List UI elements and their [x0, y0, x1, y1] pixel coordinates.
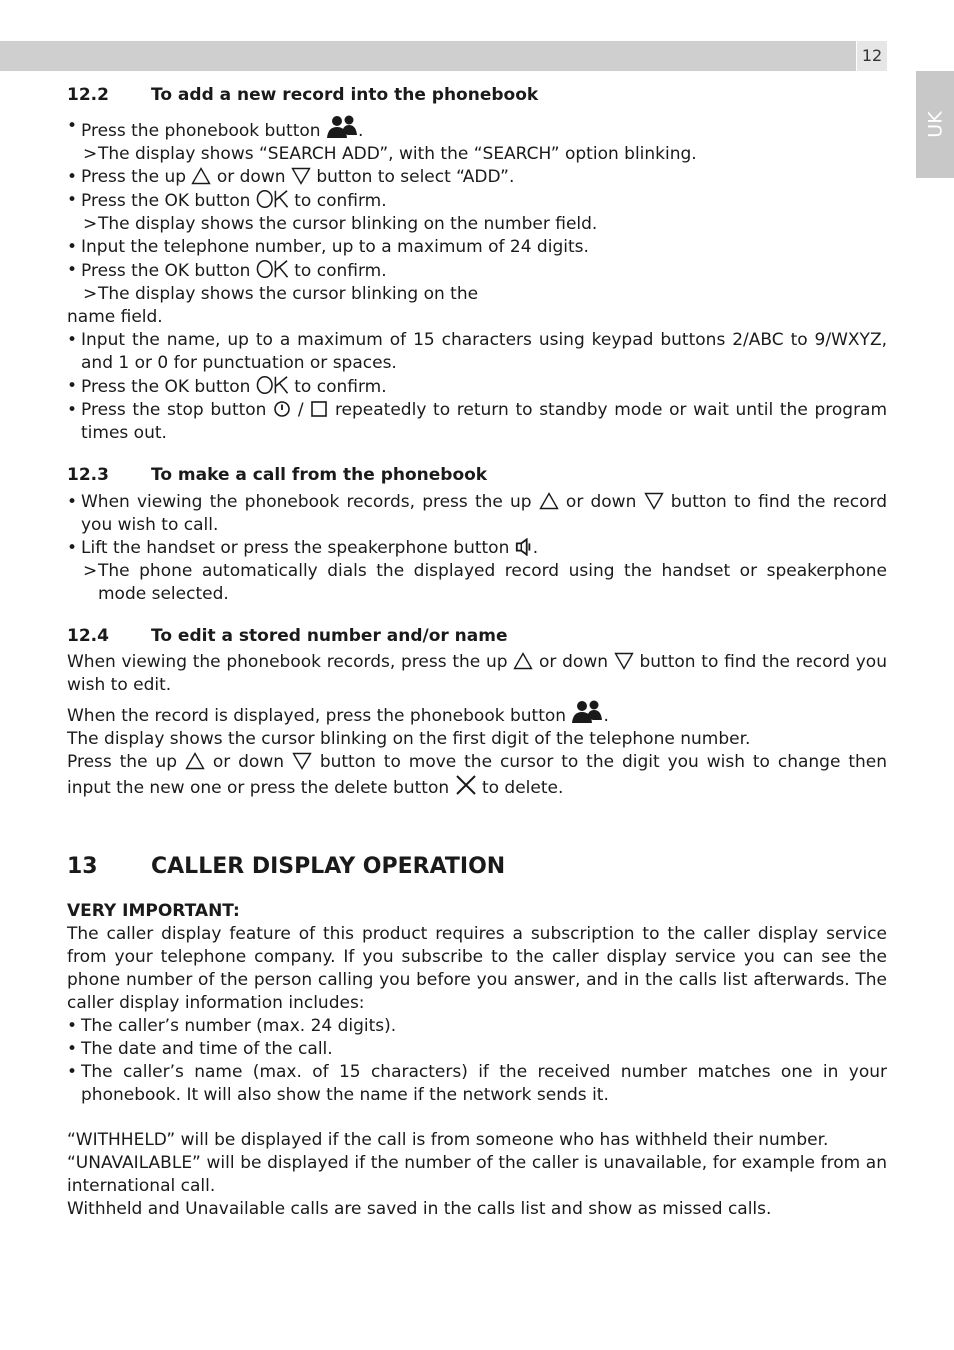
up-arrow-icon	[191, 167, 211, 185]
header-bar	[0, 41, 856, 71]
paragraph: “UNAVAILABLE” will be displayed if the number of the caller is unavailable, for example from an international call.	[67, 1153, 887, 1196]
paragraph: “WITHHELD” will be displayed if the call is from someone who has withheld their number.	[67, 1130, 829, 1150]
section-12-4-heading	[67, 625, 887, 648]
phonebook-icon	[571, 700, 603, 724]
result-line: > The phone automatically dials the displayed record using the handset or speakerphone mode selected.	[83, 561, 887, 604]
stop-square-icon	[310, 400, 328, 418]
important-label: VERY IMPORTANT:	[67, 901, 240, 921]
list-item: • Press the stop button / repeatedly to return to standby mode or wait until the program times out.	[67, 400, 888, 443]
list-item: • The date and time of the call.	[67, 1039, 333, 1059]
paragraph: The caller display feature of this product requires a subscription to the caller display service from your telephone company. If you subscribe to the caller display service you can see the phone number of the person calling you before you answer, and in the calls list afterwards. The caller display information includes:	[67, 924, 887, 1013]
delete-x-icon	[455, 774, 477, 796]
list-item: • Press the OK button to confirm.	[67, 260, 387, 281]
section-12-3-heading	[67, 464, 887, 487]
ok-icon	[256, 259, 289, 279]
speaker-icon	[515, 538, 533, 556]
list-item: • Press the OK button to confirm.	[67, 190, 387, 211]
up-arrow-icon	[513, 652, 533, 670]
list-item: • Press the up or down button to select “ADD”.	[67, 167, 515, 187]
down-arrow-icon	[291, 167, 311, 185]
list-item: • Input the name, up to a maximum of 15 characters using keypad buttons 2/ABC to 9/WXYZ, and 1 or 0 for punctuation or spaces.	[67, 330, 887, 373]
result-line: > The display shows “SEARCH ADD”, with the “SEARCH” option blinking.	[83, 144, 697, 164]
list-item: • The caller’s number (max. 24 digits).	[67, 1016, 397, 1036]
language-tab-label: UK	[924, 111, 946, 138]
paragraph: Withheld and Unavailable calls are saved in the calls list and show as missed calls.	[67, 1199, 772, 1219]
result-line: > The display shows the cursor blinking on the number field.	[83, 214, 598, 234]
section-number: 12.3	[67, 465, 109, 485]
result-line: > The display shows the cursor blinking on the	[83, 284, 479, 304]
ok-icon	[256, 375, 289, 395]
section-title: To make a call from the phonebook	[151, 465, 488, 485]
paragraph: When the record is displayed, press the phonebook button .	[67, 700, 887, 728]
section-13-heading	[67, 853, 887, 881]
section-number: 13	[67, 854, 98, 879]
page-number: 12	[857, 41, 887, 71]
up-arrow-icon	[539, 492, 559, 510]
section-title: To add a new record into the phonebook	[151, 85, 539, 105]
section-12-2-heading	[67, 84, 887, 107]
down-arrow-icon	[614, 652, 634, 670]
power-icon	[273, 400, 291, 418]
document-body	[67, 84, 887, 1221]
down-arrow-icon	[292, 752, 312, 770]
section-number: 12.4	[67, 626, 109, 646]
list-item: • Press the phonebook button .	[67, 116, 364, 141]
language-tab	[916, 71, 954, 178]
list-item: • Input the telephone number, up to a maximum of 24 digits.	[67, 237, 589, 257]
result-line-continued: name field.	[67, 307, 163, 327]
paragraph: Press the up or down button to move the cursor to the digit you wish to change then input the new one or press the delete button to delete.	[67, 752, 887, 798]
list-item: • Lift the handset or press the speakerphone button .	[67, 538, 539, 558]
section-title: To edit a stored number and/or name	[151, 626, 508, 646]
paragraph: The display shows the cursor blinking on the first digit of the telephone number.	[67, 729, 751, 749]
list-item: • The caller’s name (max. of 15 characters) if the received number matches one in your phonebook. It will also show the name if the network sends it.	[67, 1062, 887, 1105]
list-item: • Press the OK button to confirm.	[67, 376, 387, 397]
section-number: 12.2	[67, 85, 109, 105]
section-title: CALLER DISPLAY OPERATION	[151, 854, 506, 879]
paragraph: When viewing the phonebook records, press the up or down button to find the record you wish to edit.	[67, 652, 887, 695]
phonebook-icon	[326, 115, 358, 139]
down-arrow-icon	[644, 492, 664, 510]
up-arrow-icon	[185, 752, 205, 770]
ok-icon	[256, 189, 289, 209]
list-item: • When viewing the phonebook records, press the up or down button to find the record you wish to call.	[67, 492, 887, 535]
